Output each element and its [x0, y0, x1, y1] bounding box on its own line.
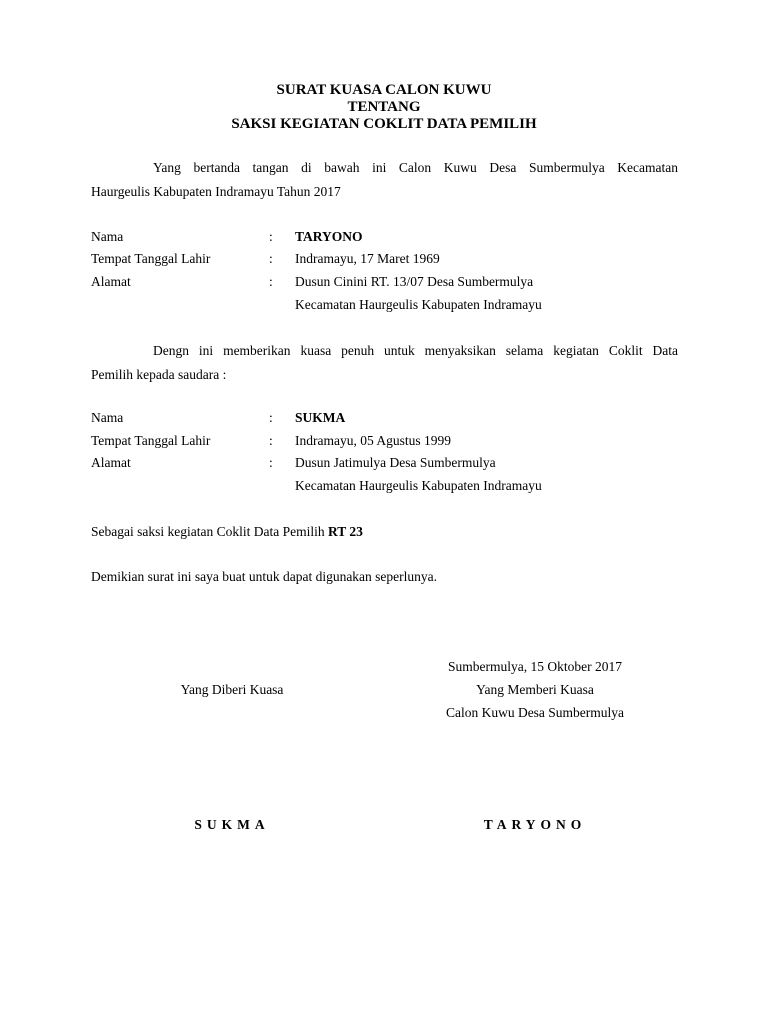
grantor-name: TARYONO	[295, 229, 363, 244]
grantor-birth: Indramayu, 17 Maret 1969	[295, 251, 440, 266]
grant-line-1: Dengn ini memberikan kuasa penuh untuk menyaksikan selama kegiatan Coklit Data	[153, 343, 678, 358]
field-label: Nama	[91, 410, 124, 425]
field-colon: :	[269, 455, 273, 470]
grant-line-2: Pemilih kepada saudara :	[91, 367, 227, 382]
purpose-text: Sebagai saksi kegiatan Coklit Data Pemilih	[91, 524, 325, 539]
field-colon: :	[269, 251, 273, 266]
grantor-address-line-1: Dusun Cinini RT. 13/07 Desa Sumbermulya	[295, 274, 534, 289]
title-line-1: SURAT KUASA CALON KUWU	[276, 82, 492, 98]
grant-paragraph	[91, 339, 678, 387]
field-colon: :	[269, 229, 273, 244]
field-label: Alamat	[91, 455, 131, 470]
title-line-3: SAKSI KEGIATAN COKLIT DATA PEMILIH	[231, 116, 537, 132]
grantee-name: SUKMA	[295, 410, 346, 425]
right-signer-name: TARYONO	[483, 817, 587, 832]
field-colon: :	[269, 274, 273, 289]
field-label: Nama	[91, 229, 124, 244]
purpose-rt: RT 23	[327, 524, 363, 539]
field-label: Tempat Tanggal Lahir	[91, 433, 211, 448]
grantee-birth: Indramayu, 05 Agustus 1999	[295, 433, 451, 448]
field-label: Alamat	[91, 274, 131, 289]
field-label: Tempat Tanggal Lahir	[91, 251, 211, 266]
right-title: Calon Kuwu Desa Sumbermulya	[445, 705, 625, 720]
closing-line: Demikian surat ini saya buat untuk dapat digunakan seperlunya.	[91, 569, 438, 584]
place-date: Sumbermulya, 15 Oktober 2017	[448, 659, 622, 674]
right-role: Yang Memberi Kuasa	[476, 682, 594, 697]
grantee-address-line-1: Dusun Jatimulya Desa Sumbermulya	[295, 455, 496, 470]
intro-line-2: Haurgeulis Kabupaten Indramayu Tahun 2017	[91, 184, 341, 199]
title-line-2: TENTANG	[347, 99, 421, 115]
left-role: Yang Diberi Kuasa	[180, 682, 284, 697]
field-colon: :	[269, 433, 273, 448]
intro-paragraph	[91, 156, 678, 204]
left-signer-name: SUKMA	[194, 817, 270, 832]
purpose-line	[91, 522, 363, 542]
intro-line-1: Yang bertanda tangan di bawah ini Calon Kuwu Desa Sumbermulya Kecamatan	[153, 160, 678, 175]
field-colon: :	[269, 410, 273, 425]
grantee-address-line-2: Kecamatan Haurgeulis Kabupaten Indramayu	[295, 478, 542, 493]
grantor-address-line-2: Kecamatan Haurgeulis Kabupaten Indramayu	[295, 297, 542, 312]
